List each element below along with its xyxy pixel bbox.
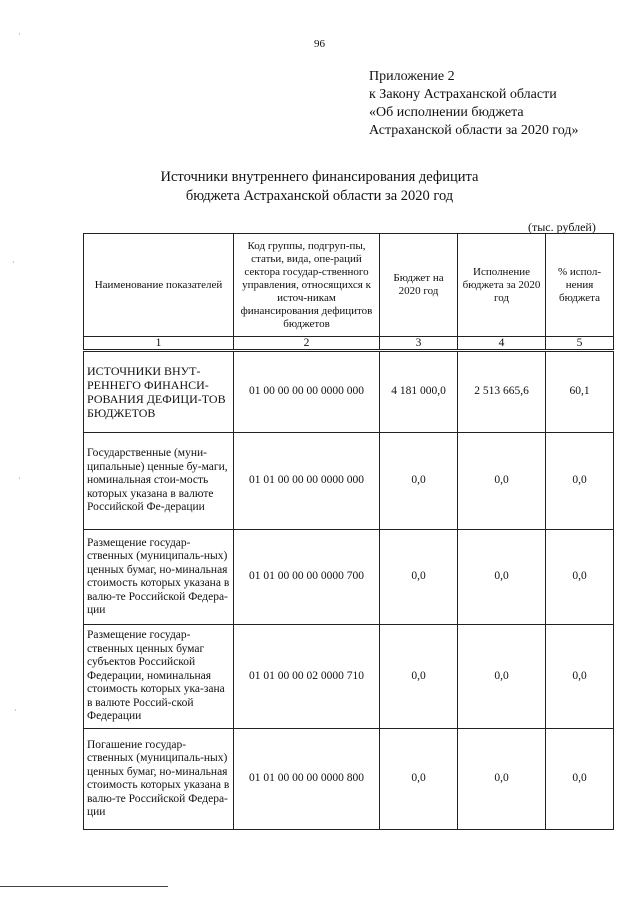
row-name: Погашение государ-ственных (муниципаль-ных) ценных бумаг, но-минальная стоимость которых указана в валю-те Российской Федера-ции	[84, 729, 234, 830]
table-header-row	[84, 234, 614, 337]
document-title	[0, 168, 639, 206]
column-number: 2	[234, 337, 380, 351]
appendix-line: к Закону Астраханской области	[369, 87, 557, 102]
header-execution: Исполнение бюджета за 2020 год	[458, 234, 546, 337]
table-row	[84, 530, 614, 625]
scan-speck: ·	[18, 474, 21, 483]
header-name: Наименование показателей	[84, 234, 234, 337]
row-budget: 0,0	[380, 729, 458, 830]
row-percent: 0,0	[546, 433, 614, 530]
header-code: Код группы, подгруп-пы, статьи, вида, опе-раций сектора государ-ственного управления, относящихся к источ-никам финансирования дефицитов бюджетов	[234, 234, 380, 337]
row-code: 01 01 00 00 02 0000 710	[234, 625, 380, 729]
row-name: Размещение государ-ственных (муниципаль-ных) ценных бумаг, но-минальная стоимость которых указана в валю-те Российской Федера-ции	[84, 530, 234, 625]
row-percent: 0,0	[546, 729, 614, 830]
scan-speck: ·	[18, 30, 21, 39]
header-percent: % испол-нения бюджета	[546, 234, 614, 337]
row-budget: 0,0	[380, 530, 458, 625]
scan-speck: ·	[14, 706, 17, 715]
footer-divider	[0, 886, 168, 887]
financing-sources-table	[83, 233, 614, 830]
page-number: 96	[314, 38, 325, 50]
column-number-row	[84, 337, 614, 351]
header-budget: Бюджет на 2020 год	[380, 234, 458, 337]
appendix-line: «Об исполнении бюджета	[369, 105, 524, 120]
row-code: 01 01 00 00 00 0000 000	[234, 433, 380, 530]
row-execution: 0,0	[458, 729, 546, 830]
scan-speck: ·	[12, 258, 15, 267]
row-code: 01 01 00 00 00 0000 800	[234, 729, 380, 830]
column-number: 3	[380, 337, 458, 351]
units-label: (тыс. рублей)	[528, 220, 596, 234]
row-name: ИСТОЧНИКИ ВНУТ-РЕННЕГО ФИНАНСИ-РОВАНИЯ ДЕФИЦИ-ТОВ БЮДЖЕТОВ	[84, 351, 234, 433]
table-row	[84, 351, 614, 433]
appendix-line: Приложение 2	[369, 69, 455, 84]
row-code: 01 00 00 00 00 0000 000	[234, 351, 380, 433]
table-row	[84, 729, 614, 830]
row-execution: 2 513 665,6	[458, 351, 546, 433]
row-budget: 4 181 000,0	[380, 351, 458, 433]
row-execution: 0,0	[458, 530, 546, 625]
title-line: Источники внутреннего финансирования дефицита	[160, 169, 479, 185]
row-execution: 0,0	[458, 625, 546, 729]
appendix-line: Астраханской области за 2020 год»	[369, 123, 579, 138]
row-percent: 0,0	[546, 530, 614, 625]
row-percent: 0,0	[546, 625, 614, 729]
row-execution: 0,0	[458, 433, 546, 530]
row-budget: 0,0	[380, 625, 458, 729]
row-name: Государственные (муни-ципальные) ценные бу-маги, номинальная стои-мость которых указана в валюте Российской Фе-дерации	[84, 433, 234, 530]
row-code: 01 01 00 00 00 0000 700	[234, 530, 380, 625]
column-number: 4	[458, 337, 546, 351]
table-row	[84, 625, 614, 729]
column-number: 1	[84, 337, 234, 351]
appendix-note	[369, 68, 578, 140]
title-line: бюджета Астраханской области за 2020 год	[185, 188, 454, 204]
row-budget: 0,0	[380, 433, 458, 530]
column-number: 5	[546, 337, 614, 351]
row-name: Размещение государ-ственных ценных бумаг субъектов Российской Федерации, номинальная стоимость которых ука-зана в валюте Россий-ской Федерации	[84, 625, 234, 729]
row-percent: 60,1	[546, 351, 614, 433]
table-row	[84, 433, 614, 530]
